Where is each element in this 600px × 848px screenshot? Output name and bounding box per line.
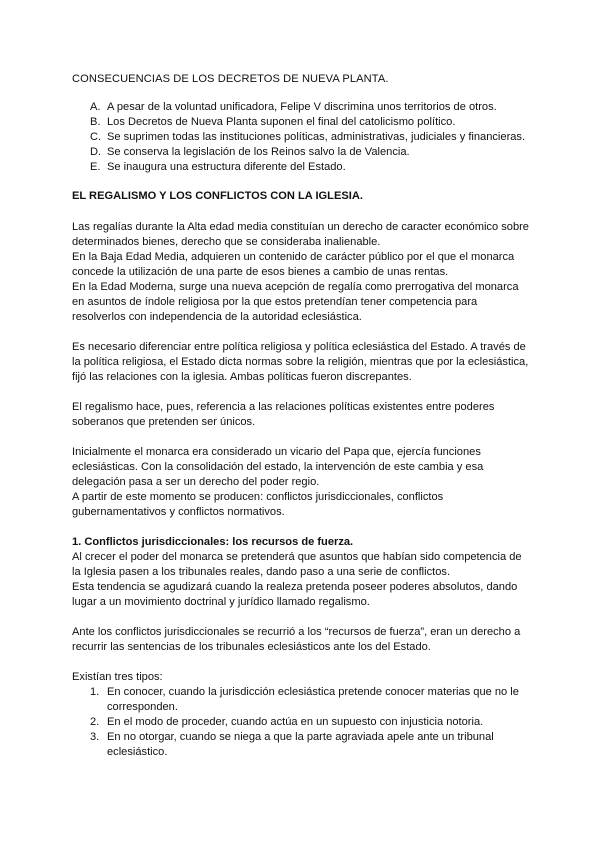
list-item: D. Se conserva la legislación de los Reinos salvo la de Valencia. [90, 146, 410, 158]
list-item: 2. En el modo de proceder, cuando actúa en un supuesto con injusticia notoria. [90, 716, 484, 728]
list-item: E. Se inaugura una estructura diferente del Estado. [90, 161, 346, 173]
list-item: A. A pesar de la voluntad unificadora, Felipe V discrimina unos territorios de otros. [90, 101, 497, 113]
paragraph: Ante los conflictos jurisdiccionales se recurrió a los “recursos de fuerza”, eran un derecho a recurrir las sentencias de los tribunales eclesiásticos ante los del Estado. [72, 626, 521, 653]
heading-consecuencias: CONSECUENCIAS DE LOS DECRETOS DE NUEVA PLANTA. [72, 73, 389, 85]
list-item: C. Se suprimen todas las instituciones políticas, administrativas, judiciales y financieras. [90, 131, 526, 143]
subheading-conflictos: 1. Conflictos jurisdiccionales: los recursos de fuerza. [72, 536, 354, 548]
paragraph: El regalismo hace, pues, referencia a las relaciones políticas existentes entre poderes soberanos que pretenden ser únicos. [72, 401, 495, 428]
paragraph: Es necesario diferenciar entre política religiosa y política eclesiástica del Estado. A través de la política religiosa, el Estado dicta normas sobre la religión, mientras que por la eclesiástica, fijó las relaciones con la iglesia. Ambas políticas fueron discrepantes. [72, 341, 529, 383]
paragraph: Las regalías durante la Alta edad media constituían un derecho de caracter económico sobre determinados bienes, derecho que se consideraba inalienable. [72, 221, 529, 248]
list-item: 3. En no otorgar, cuando se niega a que la parte agraviada apele ante un tribunal eclesiástico. [90, 731, 494, 758]
paragraph: Inicialmente el monarca era considerado un vicario del Papa que, ejercía funciones eclesiásticas. Con la consolidación del estado, la intervención de este cambia y esa delegación pasa a ser un derecho del poder regio. [72, 446, 484, 488]
paragraph: Al crecer el poder del monarca se pretenderá que asuntos que habían sido competencia de la Iglesia pasen a los tribunales reales, dando paso a una serie de conflictos. [72, 551, 522, 578]
paragraph: A partir de este momento se producen: conflictos jurisdiccionales, conflictos gubernamentativos y conflictos normativos. [72, 491, 444, 518]
consecuencias-list [72, 100, 532, 175]
heading-regalismo: EL REGALISMO Y LOS CONFLICTOS CON LA IGLESIA. [72, 190, 363, 202]
paragraph: En la Baja Edad Media, adquieren un contenido de carácter público por el que el monarca concede la utilización de una parte de esos bienes a cambio de unas rentas. [72, 251, 515, 278]
document-page [72, 72, 532, 760]
list-item: B. Los Decretos de Nueva Planta suponen el final del catolicismo político. [90, 116, 456, 128]
tipos-list [72, 685, 532, 760]
list-item: 1. En conocer, cuando la jurisdicción eclesiástica pretende conocer materias que no le corresponden. [90, 686, 519, 713]
paragraph: Esta tendencia se agudizará cuando la realeza pretenda poseer poderes absolutos, dando lugar a un movimiento doctrinal y jurídico llamado regalismo. [72, 581, 518, 608]
paragraph: Existían tres tipos: [72, 671, 163, 683]
paragraph: En la Edad Moderna, surge una nueva acepción de regalía como prerrogativa del monarca en asuntos de índole religiosa por la que estos pretendían tener competencia para resolverlos con independencia de la autoridad eclesiástica. [72, 281, 519, 323]
